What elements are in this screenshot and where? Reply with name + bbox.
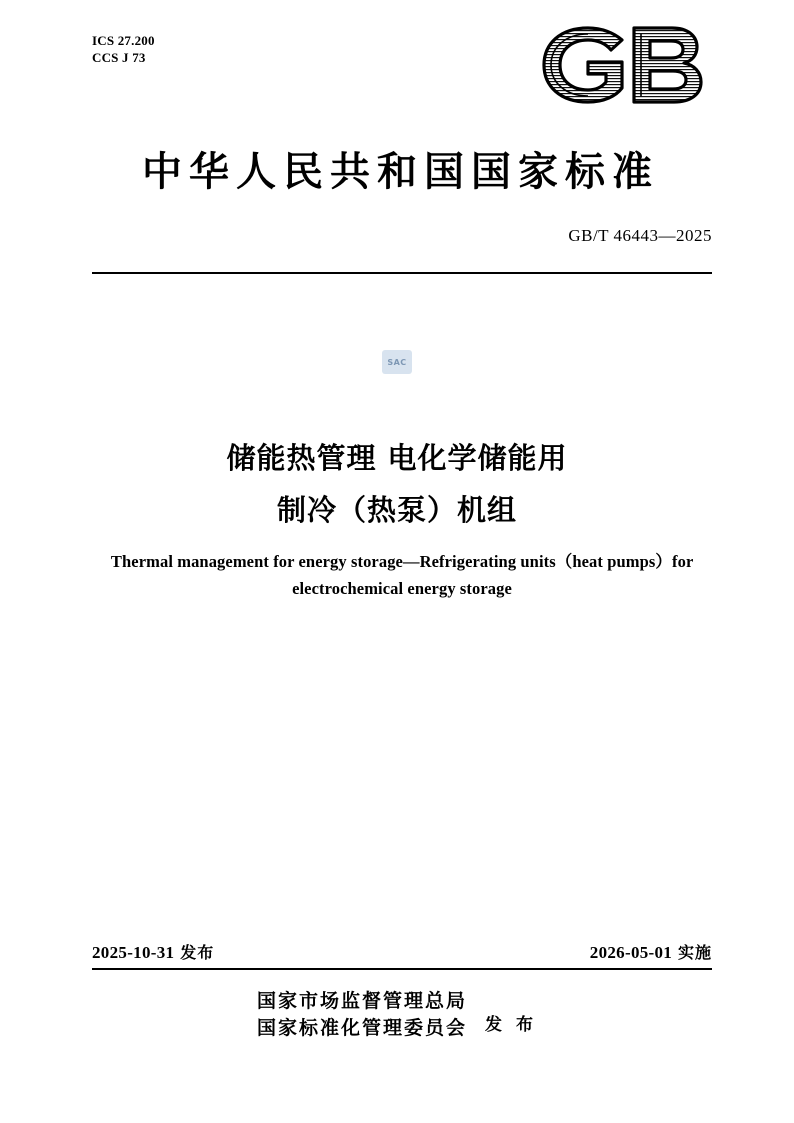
- national-standard-title: 中华人民共和国国家标准: [142, 149, 659, 195]
- issuer-block: [0, 988, 794, 1042]
- issuer-line-1: 国家市场监督管理总局: [257, 990, 468, 1012]
- issue-date: 2025-10-31: [92, 943, 175, 962]
- document-title-english-line2: electrochemical energy storage: [292, 579, 512, 598]
- document-title-chinese: [0, 432, 794, 536]
- issuer-line-2: 国家标准化管理委员会: [257, 1017, 468, 1039]
- dates-row: [92, 940, 712, 963]
- sac-watermark-icon: SAC: [382, 350, 412, 374]
- document-title-english: [96, 548, 708, 602]
- effective-date: 2026-05-01: [589, 943, 673, 962]
- gb-logo-icon: [538, 24, 708, 106]
- document-title-chinese-line1: 储能热管理 电化学储能用: [226, 441, 568, 475]
- issue-date-group: [92, 940, 214, 963]
- effective-date-label: 实施: [677, 943, 712, 962]
- document-title-english-line1: Thermal management for energy storage—Refrigerating units（heat pumps）for: [110, 552, 694, 571]
- ccs-code: CCS J 73: [92, 50, 146, 65]
- issuer-names: [257, 988, 467, 1042]
- publish-label: 发 布: [485, 1014, 537, 1035]
- standard-number: GB/T 46443—2025: [568, 226, 712, 245]
- effective-date-group: [590, 940, 712, 963]
- classification-codes: [92, 32, 155, 66]
- header-divider: [92, 272, 712, 274]
- issue-date-label: 发布: [180, 943, 215, 962]
- footer-divider: [92, 968, 712, 970]
- ics-code: ICS 27.200: [92, 33, 155, 48]
- document-title-chinese-line2: 制冷（热泵）机组: [276, 493, 517, 527]
